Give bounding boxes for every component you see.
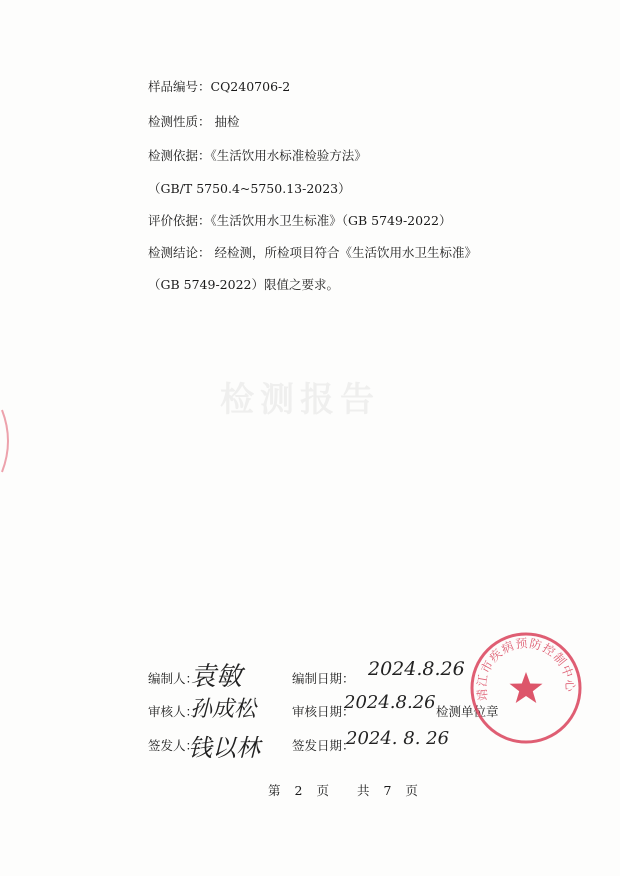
issuer-date: 2024. 8. 26 [346, 728, 450, 749]
background-title-watermark: 检测报告 [220, 380, 380, 420]
issuer-date-label: 签发日期： [292, 738, 355, 753]
reviewer-signature: 孙成松 [190, 697, 257, 722]
issuer-signature: 钱以林 [188, 734, 260, 762]
page-total: 7 [383, 783, 392, 798]
unit-seal-label: 检测单位章 [436, 704, 499, 719]
reviewer-label: 审核人： [148, 704, 199, 719]
seal-star-icon [510, 672, 543, 703]
reviewer-date-label: 审核日期： [292, 704, 355, 719]
page-footer [268, 781, 418, 799]
official-seal-stamp [466, 628, 586, 748]
issuer-label: 签发人： [148, 738, 199, 753]
editor-date: 2024.8.26 [368, 658, 465, 680]
edge-seal-fragment [0, 408, 16, 474]
evaluation-basis: 评价依据：《生活饮用水卫生标准》（GB 5749-2022） [148, 213, 452, 228]
editor-signature: 袁敏 [190, 662, 243, 692]
editor-date-label: 编制日期： [292, 671, 355, 686]
total-unit: 页 [405, 783, 418, 798]
reviewer-date: 2024.8.26 [344, 692, 436, 713]
test-basis: 检测依据：《生活饮用水标准检验方法》 [148, 148, 367, 163]
seal-text: 靖江市疾病预防控制中心 [474, 636, 578, 702]
sample-number: 样品编号：CQ240706-2 [148, 79, 291, 94]
test-basis-standard: （GB/T 5750.4~5750.13-2023） [148, 181, 351, 196]
page-current: 2 [294, 783, 303, 798]
editor-label: 编制人： [148, 671, 199, 686]
test-conclusion-standard: （GB 5749-2022）限值之要求。 [148, 277, 339, 292]
page-unit: 页 [316, 783, 329, 798]
page-prefix: 第 [268, 783, 281, 798]
test-conclusion: 检测结论： 经检测，所检项目符合《生活饮用水卫生标准》 [148, 245, 477, 260]
total-prefix: 共 [356, 783, 370, 798]
test-nature: 检测性质： 抽检 [148, 114, 240, 129]
